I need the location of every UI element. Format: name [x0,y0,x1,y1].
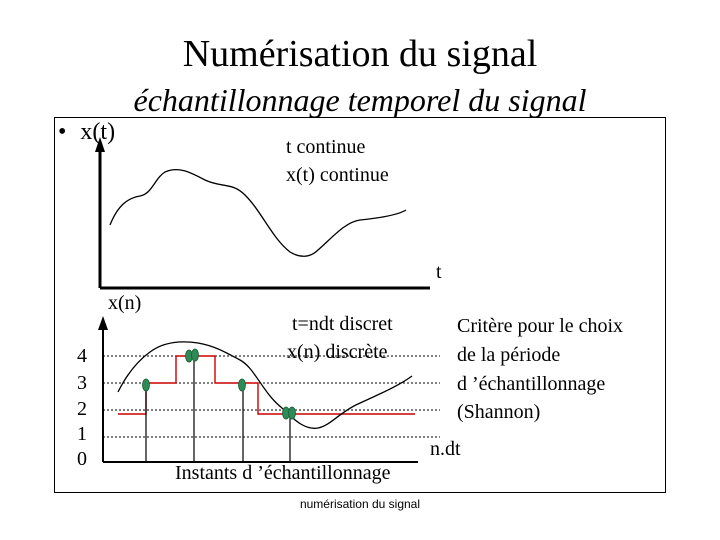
slide-subtitle: échantillonnage temporel du signal [133,82,587,118]
sample-marker [143,379,150,391]
level-label-1: 1 [77,423,87,445]
sample-markers [143,349,296,419]
top-y-label: x(t) [80,119,116,145]
slide-footer: numérisation du signal [299,497,421,511]
sample-marker [192,349,199,361]
bullet-glyph: • [58,119,67,145]
bottom-y-arrow [98,316,108,330]
criterion-line-3: d ’échantillonnage [457,373,606,395]
quantized-staircase [118,356,415,414]
level-label-4: 4 [77,345,87,367]
sample-stems [146,356,290,462]
criterion-line-2: de la période [457,344,561,366]
bottom-y-label: x(n) [108,292,142,314]
bullet-item [58,119,115,146]
top-x-label: t [436,261,442,283]
level-label-3: 3 [77,372,87,394]
criterion-line-1: Critère pour le choix [457,315,624,337]
bottom-x-label: n.dt [430,438,461,460]
slide-title: Numérisation du signal [182,33,538,75]
top-note-time: t continue [286,136,366,158]
sample-marker [289,407,296,419]
level-label-2: 2 [77,398,87,420]
sampling-caption: Instants d ’échantillonnage [175,462,391,484]
level-label-0: 0 [77,448,87,470]
bottom-note-signal: x(n) discrète [287,341,388,363]
bottom-note-time: t=ndt discret [292,313,393,335]
criterion-line-4: (Shannon) [457,401,541,423]
sample-marker [239,379,246,391]
top-note-signal: x(t) continue [286,164,389,186]
